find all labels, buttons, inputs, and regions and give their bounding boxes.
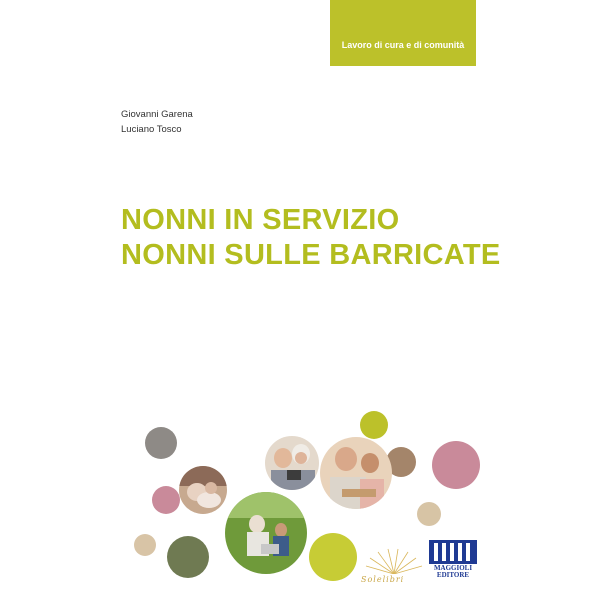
decor-circle-olive xyxy=(167,536,209,578)
author-list xyxy=(121,107,193,137)
decor-circle-beige xyxy=(417,502,441,526)
publisher-name-line-1: MAGGIOLI xyxy=(433,564,473,572)
photo-grandfather-girl xyxy=(320,437,392,509)
maggioli-logo-icon xyxy=(429,540,477,564)
decor-circle-pink xyxy=(152,486,180,514)
publisher-name-line-2: EDITORE xyxy=(436,571,470,579)
decor-circle-rose xyxy=(432,441,480,489)
author-name: Luciano Tosco xyxy=(121,124,182,135)
series-label: Lavoro di cura e di comunità xyxy=(341,40,465,50)
decor-circle-grey xyxy=(145,427,177,459)
photo-garden-laptop xyxy=(225,492,307,574)
decor-circle-lime-large xyxy=(309,533,357,581)
author-name: Giovanni Garena xyxy=(121,109,193,120)
title-line-2: NONNI SULLE BARRICATE xyxy=(121,239,501,271)
imprint-name: Solelibri xyxy=(361,575,405,584)
publisher-name xyxy=(426,565,480,579)
photo-grandparents-tablet xyxy=(265,436,319,490)
decor-circle-lime-small xyxy=(360,411,388,439)
photo-grandmother-child xyxy=(179,466,227,514)
sunrise-icon xyxy=(364,548,424,574)
series-banner xyxy=(330,0,476,66)
title-line-1: NONNI IN SERVIZIO xyxy=(121,204,400,236)
book-title xyxy=(121,203,501,273)
publisher-logo xyxy=(426,540,480,578)
decor-circle-sand xyxy=(134,534,156,556)
